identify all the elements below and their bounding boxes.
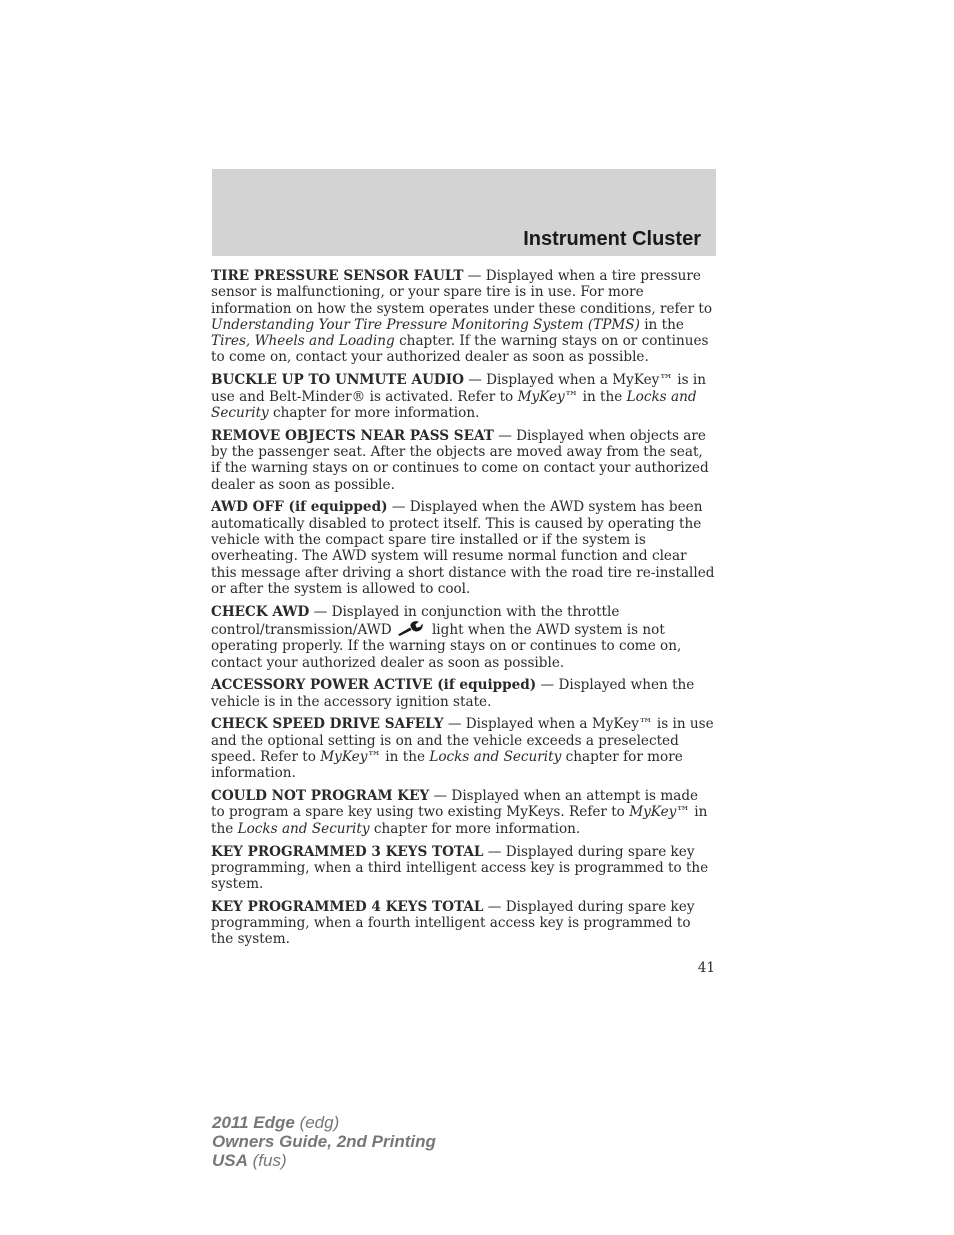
message-entry-tire-pressure-sensor-fault: TIRE PRESSURE SENSOR FAULT — Displayed when a tire pressure sensor is malfunctioning, or your spare tire is in use. For more information on how the system operates under these conditions, refer to Understanding Your Tire Pressure Monitoring System (TPMS) in the Tires, Wheels and Loading chapter. If the warning stays on or continues to come on, contact your authorized dealer as soon as possible. xyxy=(211,268,713,366)
message-entry-accessory-power-active: ACCESSORY POWER ACTIVE (if equipped) — Displayed when the vehicle is in the accessory ignition state. xyxy=(211,677,695,710)
message-entry-could-not-program-key: COULD NOT PROGRAM KEY — Displayed when an attempt is made to program a spare key using two existing MyKeys. Refer to MyKey™ in the Locks and Security chapter for more information. xyxy=(211,788,708,837)
message-term: CHECK SPEED DRIVE SAFELY xyxy=(211,716,444,733)
chapter-header-band xyxy=(212,169,716,256)
message-entry-buckle-up-to-unmute-audio: BUCKLE UP TO UNMUTE AUDIO — Displayed when a MyKey™ is in use and Belt-Minder® is activated. Refer to MyKey™ in the Locks and Security chapter for more information. xyxy=(211,372,706,421)
wrench-icon xyxy=(395,620,425,636)
page-number: 41 xyxy=(697,960,715,976)
document-footer xyxy=(212,1113,436,1170)
message-term: KEY PROGRAMMED 4 KEYS TOTAL xyxy=(211,898,484,915)
message-term: REMOVE OBJECTS NEAR PASS SEAT xyxy=(211,427,494,444)
message-entry-check-speed-drive-safely: CHECK SPEED DRIVE SAFELY — Displayed when a MyKey™ is in use and the optional setting is on and the vehicle exceeds a preselected speed. Refer to MyKey™ in the Locks and Security chapter for more information. xyxy=(211,716,714,782)
message-entry-check-awd: CHECK AWD — Displayed in conjunction with the throttle control/transmission/AWD light when the AWD system is not operating properly. If the warning stays on or continues to come on, contact your authorized dealer as soon as possible. xyxy=(211,603,682,671)
message-term: TIRE PRESSURE SENSOR FAULT xyxy=(211,268,464,284)
message-term: ACCESSORY POWER ACTIVE (if equipped) xyxy=(211,677,537,694)
footer-market-line: USA (fus) xyxy=(212,1151,287,1170)
chapter-title: Instrument Cluster xyxy=(523,228,701,250)
message-term: AWD OFF (if equipped) xyxy=(211,499,388,516)
message-entry-awd-off: AWD OFF (if equipped) — Displayed when the AWD system has been automatically disabled to protect itself. This is caused by operating the vehicle with the compact spare tire installed or if the system is overheating. The AWD system will resume normal function and clear this message after driving a short distance with the road tire re-installed or after the system is allowed to cool. xyxy=(211,499,715,597)
message-term: KEY PROGRAMMED 3 KEYS TOTAL xyxy=(211,843,484,860)
message-list xyxy=(211,268,716,954)
footer-model-line: 2011 Edge (edg) xyxy=(212,1113,340,1132)
footer-edition-line: Owners Guide, 2nd Printing xyxy=(212,1132,436,1151)
message-term: BUCKLE UP TO UNMUTE AUDIO xyxy=(211,372,464,389)
message-entry-key-programmed-4-keys-total: KEY PROGRAMMED 4 KEYS TOTAL — Displayed during spare key programming, when a fourth intelligent access key is programmed to the system. xyxy=(211,898,695,948)
message-term: CHECK AWD xyxy=(211,603,310,620)
message-entry-remove-objects-near-pass-seat: REMOVE OBJECTS NEAR PASS SEAT — Displayed when objects are by the passenger seat. After the objects are moved away from the seat, if the warning stays on or continues to come on contact your authorized dealer as soon as possible. xyxy=(211,427,709,493)
message-entry-key-programmed-3-keys-total: KEY PROGRAMMED 3 KEYS TOTAL — Displayed during spare key programming, when a third intelligent access key is programmed to the system. xyxy=(211,843,709,893)
message-term: COULD NOT PROGRAM KEY xyxy=(211,788,430,805)
